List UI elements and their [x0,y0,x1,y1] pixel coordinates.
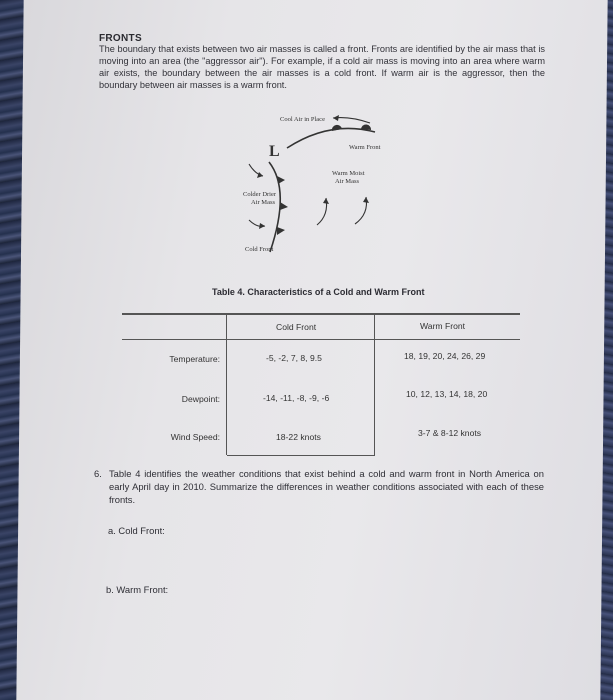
question-text: Table 4 identifies the weather conditions that exist behind a cold and warm front in North America on early April day in 2010. Summarize the differences in weather conditions associated with each of these fronts. [109,468,544,505]
cell-warm-dewpoint: 10, 12, 13, 14, 18, 20 [406,389,488,399]
warm-moist-label-line2: Air Mass [335,178,360,185]
warm-moist-label-line1: Warm Moist [332,170,365,177]
cold-front-triangle-2 [280,202,288,210]
cell-cold-temperature: -5, -2, 7, 8, 9.5 [266,353,322,363]
part-a-cold-front: a. Cold Front: [108,525,165,536]
cell-warm-wind-speed: 3-7 & 8-12 knots [418,428,482,438]
warm-front-arrowhead [333,115,339,121]
warm-front-label: Warm Front [349,144,381,151]
warm-front-arrow-curve [333,118,370,123]
question-number: 6. [94,468,102,479]
cool-air-label: Cool Air in Place [280,116,325,123]
cold-front-triangle-3 [277,227,285,235]
colder-drier-label-line1: Colder Drier [243,191,277,198]
cold-air-arrowhead-1 [257,172,263,178]
cell-warm-temperature: 18, 19, 20, 24, 26, 29 [404,351,486,361]
table-top-rule [122,313,520,315]
colder-drier-label-line2: Air Mass [251,199,276,206]
cold-front-triangle-1 [277,176,285,184]
row-label-wind-speed: Wind Speed: [170,432,220,442]
intro-paragraph: The boundary that exists between two air masses is called a front. Fronts are identified by the air mass that is moving into an area (the "aggressor air"). For example, if a cold air mass is moving into an area where warm air exists, the boundary between the air masses is a cold front. If warm air is the aggressor, then the boundary between air masses is a warm front. [99,44,545,90]
cell-cold-wind-speed: 18-22 knots [276,432,321,442]
warm-front-semicircle-1 [332,125,342,131]
warm-air-arrowhead-1 [323,198,329,204]
cold-air-arrowhead-2 [259,223,265,229]
warm-air-arrowhead-2 [363,197,369,203]
table-divider-2 [374,314,375,455]
cold-front-line [269,162,280,252]
question-6 [94,467,544,506]
cell-cold-dewpoint: -14, -11, -8, -9, -6 [263,393,330,403]
cold-front-label: Cold Front [245,246,274,253]
table-caption: Table 4. Characteristics of a Cold and Warm Front [212,287,425,297]
low-pressure-symbol: L [269,143,280,160]
row-label-temperature: Temperature: [169,354,220,364]
table-divider-1 [226,314,227,455]
header-cold-front: Cold Front [276,322,317,332]
header-warm-front: Warm Front [420,321,466,331]
section-heading: FRONTS [99,33,142,44]
row-label-dewpoint: Dewpoint: [181,394,220,404]
table-bottom-rule [227,455,375,456]
front-diagram-svg [225,110,415,260]
front-diagram [225,110,415,260]
table-header-rule [122,339,520,340]
part-b-warm-front: b. Warm Front: [106,584,169,595]
